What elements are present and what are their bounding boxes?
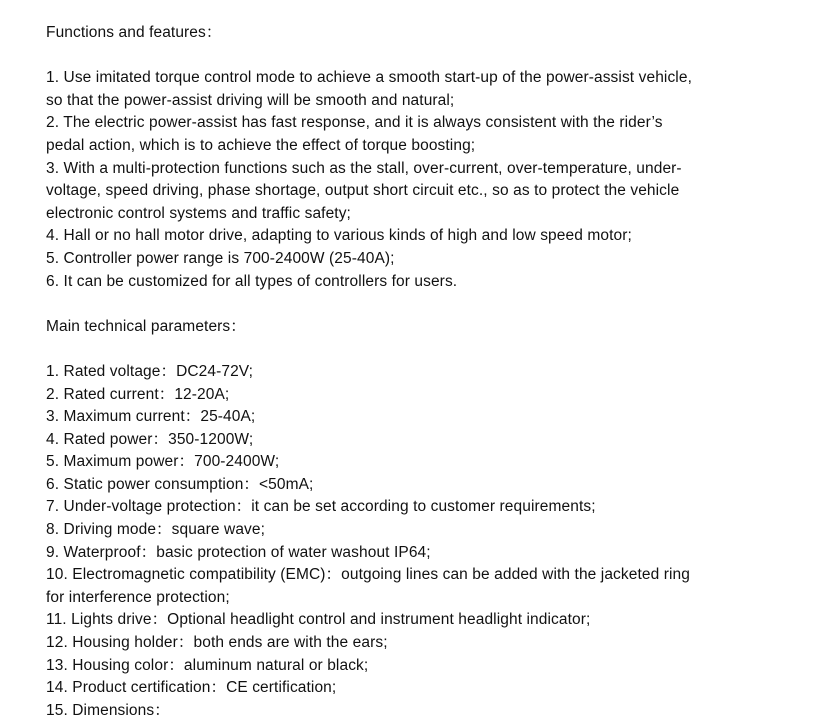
functions-heading: Functions and features： <box>46 24 222 41</box>
functions-line: 5. Controller power range is 700-2400W (25-40A); <box>46 249 395 267</box>
parameter-line: 11. Lights drive：Optional headlight control and instrument headlight indicator; <box>46 611 591 629</box>
parameter-line: 3. Maximum current：25-40A; <box>46 408 256 426</box>
functions-line: so that the power-assist driving will be smooth and natural; <box>46 91 455 109</box>
parameter-line: 10. Electromagnetic compatibility (EMC)：outgoing lines can be added with the jacketed ring <box>46 566 690 584</box>
spacer <box>46 45 816 68</box>
spacer <box>46 293 816 316</box>
parameter-line: 8. Driving mode：square wave; <box>46 521 266 539</box>
functions-line: electronic control systems and traffic safety; <box>46 204 351 222</box>
parameter-line: for interference protection; <box>46 588 230 606</box>
parameter-line: 13. Housing color：aluminum natural or black; <box>46 656 369 674</box>
functions-line: 1. Use imitated torque control mode to achieve a smooth start-up of the power-assist vehicle, <box>46 69 692 87</box>
parameter-line: 6. Static power consumption：<50mA; <box>46 475 314 493</box>
parameter-line: 15. Dimensions： <box>46 701 170 719</box>
functions-line: 4. Hall or no hall motor drive, adapting to various kinds of high and low speed motor; <box>46 227 632 245</box>
document-body <box>46 22 816 722</box>
functions-line: 6. It can be customized for all types of controllers for users. <box>46 272 458 290</box>
parameter-line: 9. Waterproof：basic protection of water washout IP64; <box>46 543 431 561</box>
functions-line: pedal action, which is to achieve the effect of torque boosting; <box>46 136 476 154</box>
parameter-line: 14. Product certification：CE certification; <box>46 679 337 697</box>
parameter-line: 5. Maximum power：700-2400W; <box>46 453 280 471</box>
parameter-line: 2. Rated current：12-20A; <box>46 385 230 403</box>
parameter-line: 12. Housing holder：both ends are with the ears; <box>46 634 388 652</box>
spacer <box>46 338 816 361</box>
functions-line: voltage, speed driving, phase shortage, output short circuit etc., so as to protect the vehicle <box>46 182 680 200</box>
parameters-heading: Main technical parameters： <box>46 317 246 335</box>
parameter-line: 7. Under-voltage protection：it can be set according to customer requirements; <box>46 498 596 516</box>
functions-line: 3. With a multi-protection functions such as the stall, over-current, over-temperature, under- <box>46 159 682 177</box>
functions-line: 2. The electric power-assist has fast response, and it is always consistent with the rider’s <box>46 114 663 132</box>
parameter-line: 1. Rated voltage：DC24-72V; <box>46 362 254 380</box>
parameter-line: 4. Rated power：350-1200W; <box>46 430 254 448</box>
